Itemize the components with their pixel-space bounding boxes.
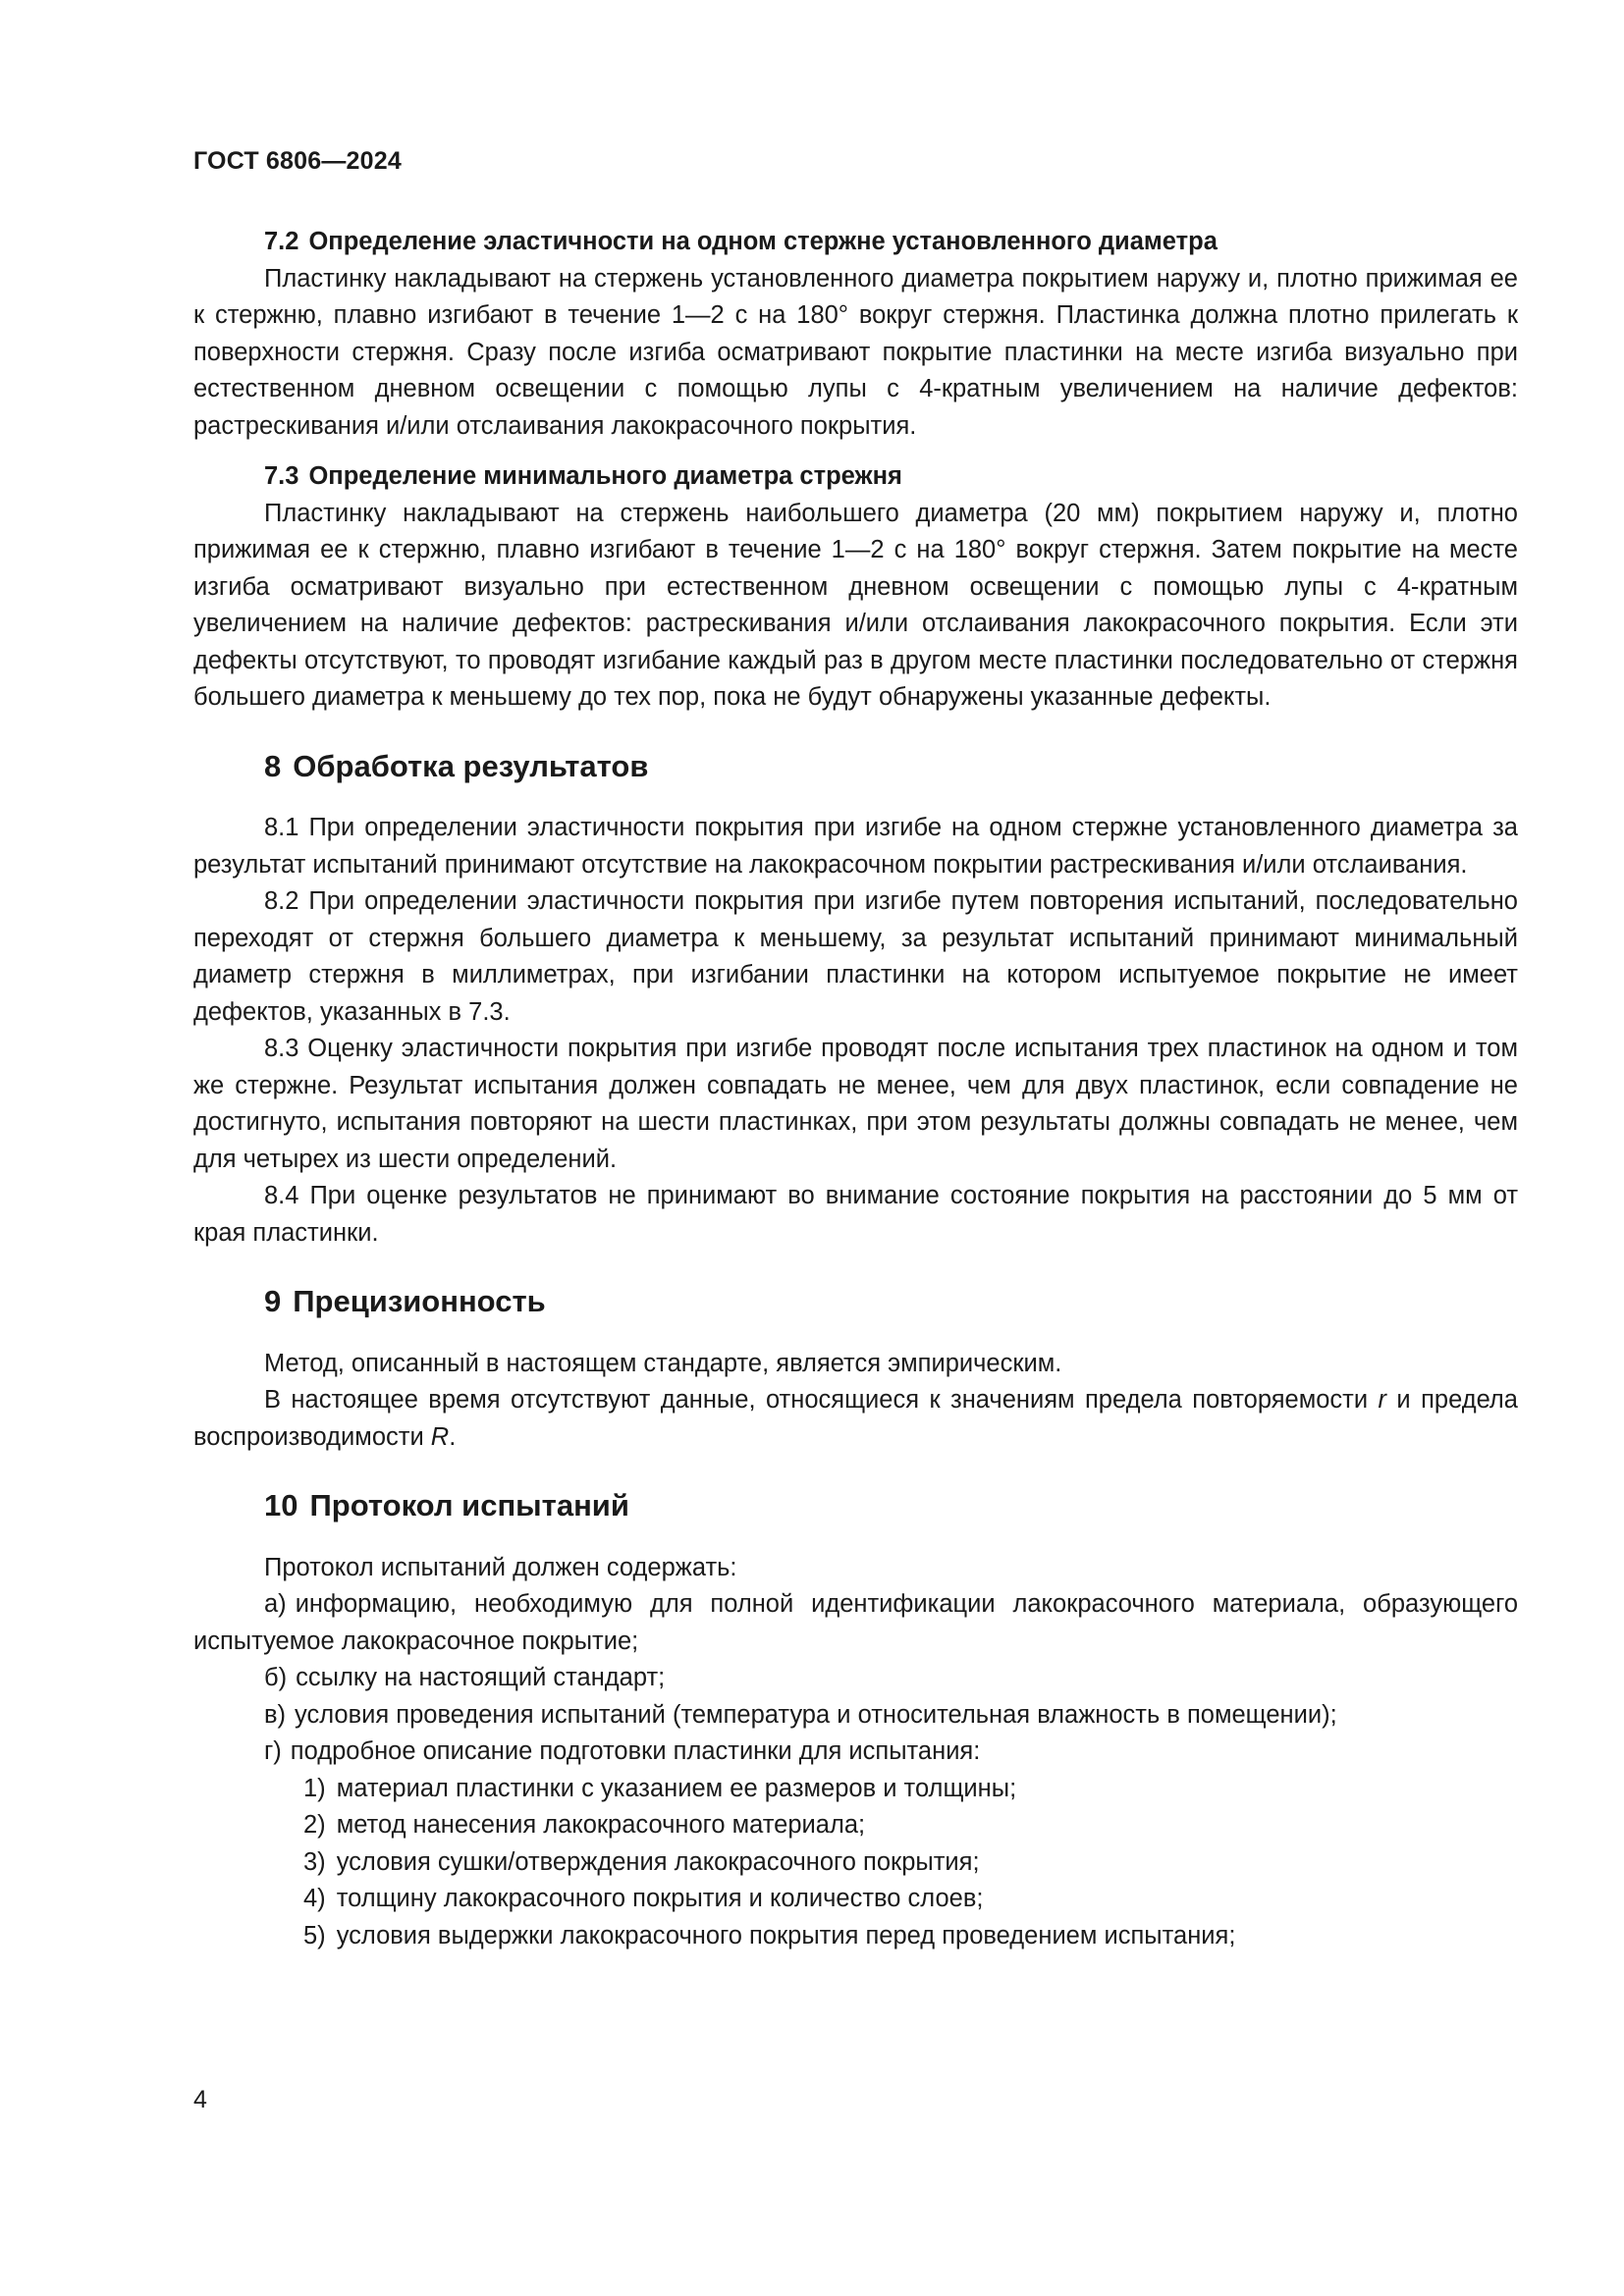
list-marker: 4) (303, 1885, 326, 1912)
list-item-text: ссылку на настоящий стандарт; (296, 1664, 666, 1691)
paragraph-7-3: Пластинку накладывают на стержень наибольшего диаметра (20 мм) покрытием наружу и, плотно прижимая ее к стержню, плавно изгибают в течение 1—2 с на 180° вокруг стержня. Затем покрытие на месте изгиба осматривают визуально при естественном дневном освещении с помощью лупы с 4-кратным увеличением на наличие дефектов: растрескивания и/или отслаивания лакокрасочного покрытия. Если эти дефекты отсутствуют, то проводят изгибание каждый раз в другом месте пластинки последовательно от стержня большего диаметра к меньшему до тех пор, пока не будут обнаружены указанные дефекты. (193, 499, 1518, 711)
paragraph-10-intro: Протокол испытаний должен содержать: (264, 1553, 737, 1581)
list-item-g (193, 1734, 1518, 1771)
list-item-b (193, 1660, 1518, 1697)
list-item-text: условия проведения испытаний (температура и относительная влажность в помещении); (295, 1700, 1337, 1729)
list-item-text: толщину лакокрасочного покрытия и количество слоев; (336, 1885, 984, 1912)
subsection-number: 7.2 (264, 228, 299, 255)
subsection-title-text: Определение эластичности на одном стержне установленного диаметра (308, 228, 1218, 255)
list-item-text: информацию, необходимую для полной идентификации лакокрасочного материала, образующего испытуемое лакокрасочное покрытие; (193, 1590, 1518, 1655)
paragraph-7-2: Пластинку накладывают на стержень установленного диаметра покрытием наружу и, плотно прижимая ее к стержню, плавно изгибают в течение 1—2 с на 180° вокруг стержня. Пластинка должна плотно прилегать к поверхности стержня. Сразу после изгиба осматривают покрытие пластинки на месте изгиба визуально при естественном дневном освещении с помощью лупы с 4-кратным увеличением на наличие дефектов: растрескивания и/или отслаивания лакокрасочного покрытия. (193, 264, 1518, 440)
list-item-a (193, 1586, 1518, 1660)
list-marker: б) (264, 1664, 288, 1691)
subsection-number: 7.3 (264, 462, 299, 490)
section-title-text: Протокол испытаний (309, 1488, 629, 1522)
list-item-text: материал пластинки с указанием ее размеров и толщины; (336, 1774, 1017, 1802)
list-marker: в) (264, 1700, 287, 1729)
paragraph-text: и предела воспроизводимости (193, 1386, 1518, 1451)
sublist-item-5 (193, 1918, 1518, 1955)
paragraph-8-4: 8.4 При оценке результатов не принимают во внимание состояние покрытия на расстоянии до 5 мм от края пластинки. (193, 1182, 1518, 1247)
list-marker: 3) (303, 1847, 326, 1876)
document-code-header: ГОСТ 6806—2024 (193, 147, 402, 175)
document-body (193, 224, 1518, 1954)
list-marker: 2) (303, 1811, 326, 1839)
page-number: 4 (193, 2086, 207, 2113)
subsection-title-text: Определение минимального диаметра стрежня (308, 462, 902, 490)
list-marker: а) (264, 1590, 287, 1618)
list-marker: 1) (303, 1774, 326, 1802)
list-marker: г) (264, 1737, 282, 1765)
sublist-item-3 (193, 1844, 1518, 1882)
list-item-text: условия выдержки лакокрасочного покрытия перед проведением испытания; (336, 1921, 1236, 1949)
paragraph-8-3: 8.3 Оценку эластичности покрытия при изгибе проводят после испытания трех пластинок на одном и том же стержне. Результат испытания должен совпадать не менее, чем для двух пластинок, если совпадение не достигнуто, испытания повторяют на шести пластинках, при этом результаты должны совпадать не менее, чем для четырех из шести определений. (193, 1035, 1518, 1173)
section-number: 8 (264, 748, 282, 783)
paragraph-9-2 (193, 1382, 1518, 1456)
section-title-9 (193, 1283, 1518, 1320)
section-title-text: Обработка результатов (293, 748, 649, 783)
list-item-v (193, 1697, 1518, 1735)
list-item-text: метод нанесения лакокрасочного материала; (336, 1811, 866, 1839)
symbol-r: r (1378, 1386, 1387, 1414)
symbol-R: R (430, 1422, 450, 1451)
paragraph-9-1: Метод, описанный в настоящем стандарте, является эмпирическим. (264, 1349, 1062, 1377)
paragraph-8-2: 8.2 При определении эластичности покрытия при изгибе путем повторения испытаний, последовательно переходят от стержня большего диаметра к меньшему, за результат испытаний принимают минимальный диаметр стержня в миллиметрах, при изгибании пластинки на котором испытуемое покрытие не имеет дефектов, указанных в 7.3. (193, 887, 1518, 1026)
subsection-title-7-3 (193, 458, 1518, 496)
sublist-item-4 (193, 1881, 1518, 1918)
subsection-title-7-2 (193, 224, 1518, 261)
sublist-item-2 (193, 1807, 1518, 1844)
sublist-item-1 (193, 1771, 1518, 1808)
section-title-8 (193, 748, 1518, 785)
list-item-text: условия сушки/отверждения лакокрасочного покрытия; (336, 1847, 980, 1876)
paragraph-8-1: 8.1 При определении эластичности покрытия при изгибе на одном стержне установленного диаметра за результат испытаний принимают отсутствие на лакокрасочном покрытии растрескивания и/или отслаивания. (193, 814, 1518, 879)
section-number: 10 (264, 1488, 298, 1522)
paragraph-text: . (449, 1422, 457, 1451)
list-item-text: подробное описание подготовки пластинки для испытания: (290, 1737, 981, 1765)
section-number: 9 (264, 1284, 282, 1318)
section-title-text: Прецизионность (293, 1284, 546, 1318)
list-marker: 5) (303, 1921, 326, 1949)
paragraph-text: В настоящее время отсутствуют данные, относящиеся к значениям предела повторяемости (264, 1386, 1379, 1414)
section-title-10 (193, 1487, 1518, 1524)
